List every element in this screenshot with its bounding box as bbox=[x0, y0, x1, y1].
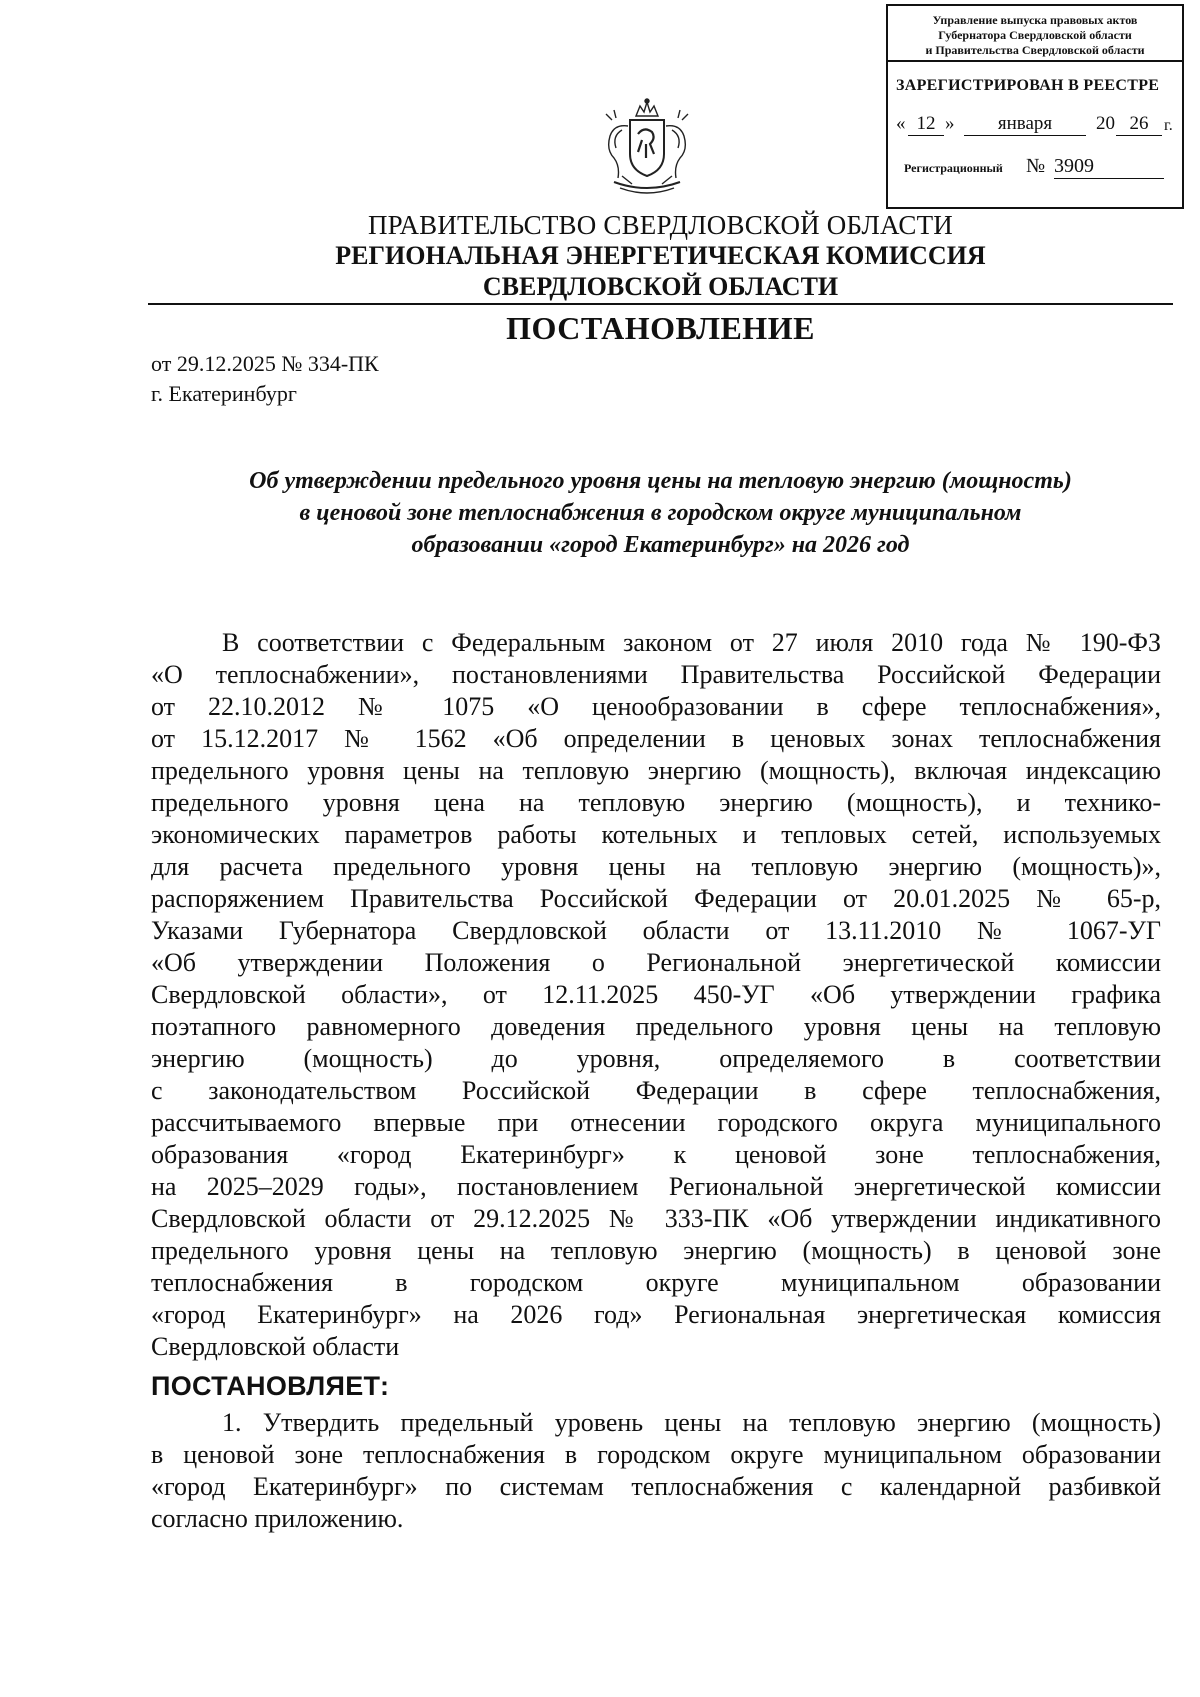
document-type-title: ПОСТАНОВЛЕНИЕ bbox=[506, 310, 815, 346]
preamble-line: для расчета предельного уровня цены на тепловую энергию (мощность)», bbox=[151, 852, 1161, 881]
registration-number-line bbox=[888, 155, 1182, 185]
preamble-line: поэтапного равномерного доведения предельного уровня цены на тепловую bbox=[151, 1012, 1161, 1041]
document-city: г. Екатеринбург bbox=[151, 381, 297, 406]
preamble-line: Свердловской области от 29.12.2025 № 333-ПК «Об утверждении индикативного bbox=[151, 1204, 1161, 1233]
commission-name-line1: РЕГИОНАЛЬНАЯ ЭНЕРГЕТИЧЕСКАЯ КОМИССИЯ bbox=[335, 241, 986, 270]
preamble-line: «О теплоснабжении», постановлениями Правительства Российской Федерации bbox=[151, 660, 1161, 689]
preamble-line: предельного уровня цена на тепловую энергию (мощность), и технико- bbox=[151, 788, 1161, 817]
commission-name-line2: СВЕРДЛОВСКОЙ ОБЛАСТИ bbox=[482, 272, 839, 301]
registration-date bbox=[888, 113, 1182, 143]
stamp-header-line1: Управление выпуска правовых актов bbox=[932, 13, 1138, 27]
preamble-line: «город Екатеринбург» на 2026 год» Региональная энергетическая комиссия bbox=[151, 1300, 1161, 1329]
preamble-line: Указами Губернатора Свердловской области от 13.11.2010 № 1067-УГ bbox=[151, 916, 1161, 945]
registration-month: января bbox=[964, 113, 1086, 136]
registration-stamp bbox=[886, 4, 1184, 209]
item1-line: 1. Утвердить предельный уровень цены на тепловую энергию (мощность) bbox=[222, 1408, 1161, 1437]
registration-day: 12 bbox=[908, 113, 944, 136]
document-subject bbox=[148, 465, 1173, 561]
registration-number: 3909 bbox=[1054, 155, 1164, 179]
item1-line: согласно приложению. bbox=[151, 1504, 404, 1533]
decree-word: ПОСТАНОВЛЯЕТ: bbox=[151, 1371, 390, 1401]
preamble-line: В соответствии с Федеральным законом от 27 июля 2010 года № 190-ФЗ bbox=[222, 628, 1161, 657]
registration-number-sign: № bbox=[1026, 155, 1046, 177]
preamble-line: рассчитываемого впервые при отнесении городского округа муниципального bbox=[151, 1108, 1161, 1137]
coat-of-arms-emblem bbox=[592, 96, 702, 200]
preamble-line: распоряжением Правительства Российской Федерации от 20.01.2025 № 65-р, bbox=[151, 884, 1161, 913]
registration-year-suffix: 26 bbox=[1116, 113, 1162, 136]
subject-line-3: образовании «город Екатеринбург» на 2026 год bbox=[411, 532, 910, 558]
subject-line-2: в ценовой зоне теплоснабжения в городском округе муниципальном bbox=[299, 500, 1022, 526]
registration-year-prefix: 20 bbox=[1096, 113, 1115, 134]
preamble-line: от 22.10.2012 № 1075 «О ценообразовании в сфере теплоснабжения», bbox=[151, 692, 1161, 721]
preamble-line: Свердловской области», от 12.11.2025 450-УГ «Об утверждении графика bbox=[151, 980, 1161, 1009]
preamble-line: предельного уровня цены на тепловую энергию (мощность), включая индексацию bbox=[151, 756, 1161, 785]
item1-line: в ценовой зоне теплоснабжения в городском округе муниципальном образовании bbox=[151, 1440, 1161, 1469]
preamble-line: энергию (мощность) до уровня, определяемого в соответствии bbox=[151, 1044, 1161, 1073]
header-divider bbox=[148, 303, 1173, 305]
subject-line-1: Об утверждении предельного уровня цены на тепловую энергию (мощность) bbox=[249, 468, 1072, 494]
government-name: ПРАВИТЕЛЬСТВО СВЕРДЛОВСКОЙ ОБЛАСТИ bbox=[367, 210, 954, 240]
preamble-line: теплоснабжения в городском округе муниципальном образовании bbox=[151, 1268, 1161, 1297]
preamble-line: предельного уровня цены на тепловую энергию (мощность) в ценовой зоне bbox=[151, 1236, 1161, 1265]
registration-title: ЗАРЕГИСТРИРОВАН В РЕЕСТРЕ bbox=[896, 77, 1160, 94]
date-quote-open: « bbox=[896, 113, 906, 134]
preamble-line: экономических параметров работы котельных и тепловых сетей, используемых bbox=[151, 820, 1161, 849]
preamble-line: «Об утверждении Положения о Региональной энергетической комиссии bbox=[151, 948, 1161, 977]
preamble-line: от 15.12.2017 № 1562 «Об определении в ценовых зонах теплоснабжения bbox=[151, 724, 1161, 753]
item1-line: «город Екатеринбург» по системам теплоснабжения с календарной разбивкой bbox=[151, 1472, 1161, 1501]
preamble-line: на 2025–2029 годы», постановлением Региональной энергетической комиссии bbox=[151, 1172, 1161, 1201]
registration-year-unit: г. bbox=[1164, 117, 1173, 134]
registration-stamp-header bbox=[888, 6, 1182, 62]
registration-number-label: Регистрационный bbox=[904, 161, 1003, 175]
preamble-line: с законодательством Российской Федерации в сфере теплоснабжения, bbox=[151, 1076, 1161, 1105]
preamble-line: Свердловской области bbox=[151, 1332, 400, 1361]
stamp-header-line3: и Правительства Свердловской области bbox=[925, 43, 1145, 57]
date-quote-close: » bbox=[945, 113, 955, 134]
document-date-number: от 29.12.2025 № 334-ПК bbox=[151, 351, 379, 376]
preamble-line: образования «город Екатеринбург» к ценовой зоне теплоснабжения, bbox=[151, 1140, 1161, 1169]
stamp-header-line2: Губернатора Свердловской области bbox=[938, 28, 1132, 42]
